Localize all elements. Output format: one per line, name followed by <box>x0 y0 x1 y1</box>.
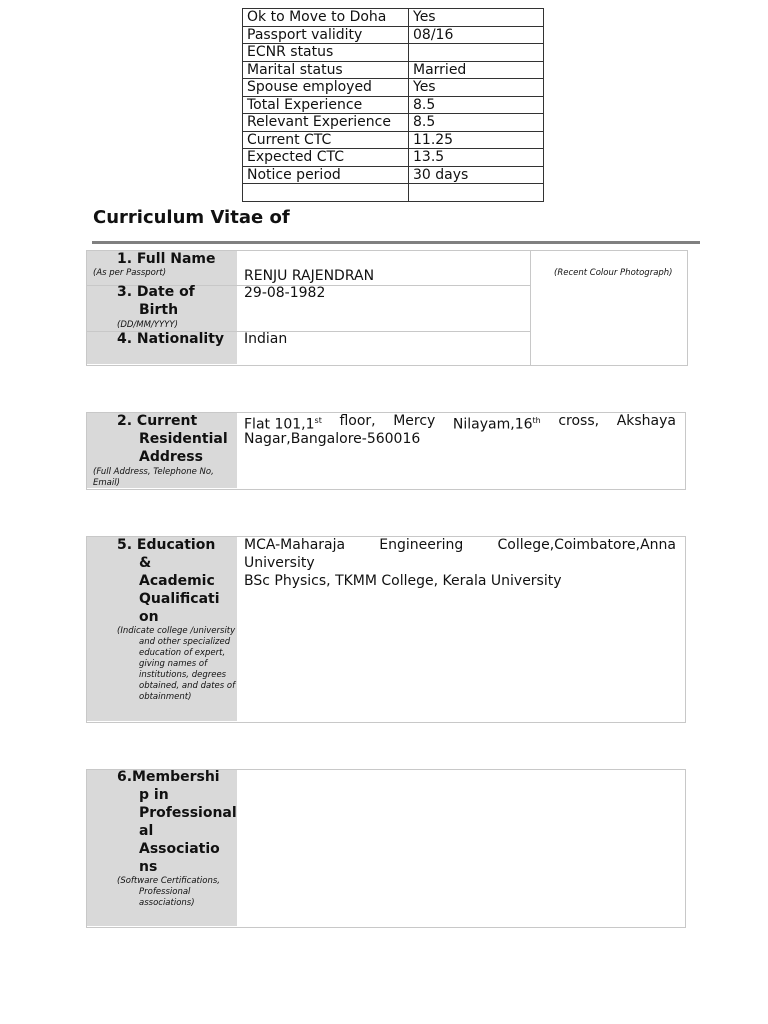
info-label: Relevant Experience <box>243 114 409 132</box>
info-value: Yes <box>409 79 544 97</box>
education-entry-2: BSc Physics, TKMM College, Kerala University <box>244 573 562 589</box>
address-note: (Full Address, Telephone No, <box>93 467 214 477</box>
info-row <box>243 61 544 79</box>
info-label: Spouse employed <box>243 79 409 97</box>
dob-label-line2: Birth <box>139 302 179 318</box>
membership-label-line5: Associatio <box>139 841 220 857</box>
info-row <box>243 149 544 167</box>
info-label: Ok to Move to Doha <box>243 9 409 27</box>
info-row <box>243 44 544 62</box>
info-value: 8.5 <box>409 96 544 114</box>
info-value: 11.25 <box>409 131 544 149</box>
info-row <box>243 166 544 184</box>
education-label-line4: Qualificati <box>139 591 220 607</box>
nationality-label: 4. Nationality <box>117 331 225 347</box>
nationality-value: Indian <box>244 331 288 347</box>
education-note-line7: obtainment) <box>139 692 192 702</box>
info-value: 8.5 <box>409 114 544 132</box>
info-label <box>243 184 409 202</box>
address-line-2: Nagar,Bangalore-560016 <box>244 431 421 447</box>
education-note-line5: institutions, degrees <box>139 670 227 680</box>
address-label-line2: Residential <box>139 431 228 447</box>
education-entry-1-line2: University <box>244 555 315 571</box>
education-note-line2: and other specialized <box>139 637 231 647</box>
education-label: 5. Education <box>117 537 216 553</box>
education-note-line3: education of expert, <box>139 648 226 658</box>
info-label: Notice period <box>243 166 409 184</box>
info-value: 30 days <box>409 166 544 184</box>
info-value: 13.5 <box>409 149 544 167</box>
membership-note: (Software Certifications, <box>117 876 220 886</box>
info-value <box>409 184 544 202</box>
education-label-line5: on <box>139 609 159 625</box>
info-value: 08/16 <box>409 26 544 44</box>
address-line-1: Flat 101,1st floor, Mercy Nilayam,16th cross, Akshaya <box>244 413 676 433</box>
info-row <box>243 114 544 132</box>
full-name-note: (As per Passport) <box>93 268 167 278</box>
membership-note-line3: associations) <box>139 898 195 908</box>
info-label: Total Experience <box>243 96 409 114</box>
address-label: 2. Current <box>117 413 198 429</box>
address-note-line2: Email) <box>93 478 120 488</box>
info-label: Passport validity <box>243 26 409 44</box>
photo-placeholder-note: (Recent Colour Photograph) <box>554 268 673 278</box>
membership-label-line4: al <box>139 823 154 839</box>
membership-label: 6.Membershi <box>117 769 220 785</box>
info-value <box>409 44 544 62</box>
info-row <box>243 96 544 114</box>
dob-value: 29-08-1982 <box>244 285 326 301</box>
dob-label: 3. Date of <box>117 284 195 300</box>
address-label-line3: Address <box>139 449 203 465</box>
info-row <box>243 79 544 97</box>
membership-label-line2: p in <box>139 787 169 803</box>
membership-label-line6: ns <box>139 859 158 875</box>
membership-label-line3: Professional <box>139 805 237 821</box>
full-name-label: 1. Full Name <box>117 251 216 267</box>
info-label: Expected CTC <box>243 149 409 167</box>
info-label: Marital status <box>243 61 409 79</box>
info-value: Married <box>409 61 544 79</box>
title-divider <box>92 241 700 244</box>
info-label: Current CTC <box>243 131 409 149</box>
cv-title: Curriculum Vitae of <box>93 207 290 228</box>
info-row <box>243 9 544 27</box>
full-name-value: RENJU RAJENDRAN <box>244 268 375 284</box>
info-table <box>242 8 544 202</box>
education-label-line2: & <box>139 555 152 571</box>
education-note-line4: giving names of <box>139 659 208 669</box>
education-entry-1: MCA-Maharaja Engineering College,Coimbatore,Anna <box>244 537 676 553</box>
info-label: ECNR status <box>243 44 409 62</box>
education-note: (Indicate college /university <box>117 626 236 636</box>
info-value: Yes <box>409 9 544 27</box>
info-row <box>243 26 544 44</box>
education-note-line6: obtained, and dates of <box>139 681 236 691</box>
membership-note-line2: Professional <box>139 887 191 897</box>
info-row <box>243 131 544 149</box>
dob-note: (DD/MM/YYYY) <box>117 320 178 330</box>
education-label-line3: Academic <box>139 573 215 589</box>
info-row <box>243 184 544 202</box>
